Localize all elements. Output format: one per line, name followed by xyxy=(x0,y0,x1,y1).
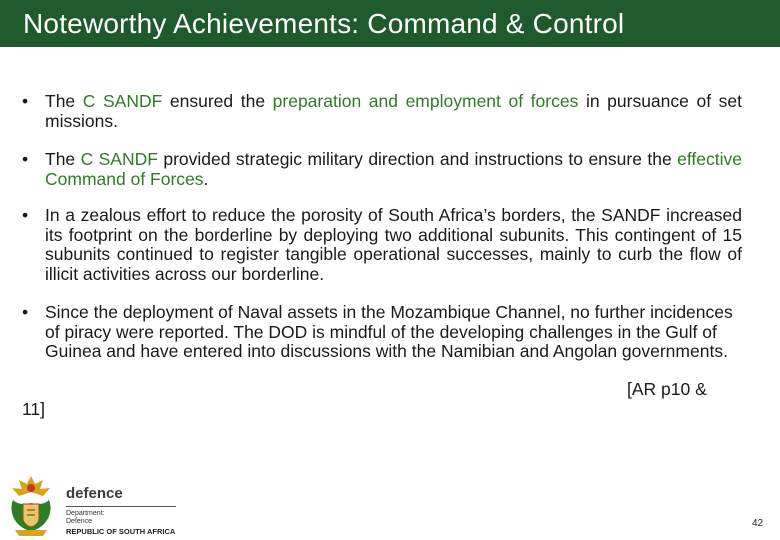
logo-wordmark: defence xyxy=(66,485,123,502)
highlight-text: effective Command of Forces xyxy=(45,149,742,189)
logo-republic: REPUBLIC OF SOUTH AFRICA xyxy=(66,527,176,536)
text-run: ensured the xyxy=(162,91,273,111)
text-run: in pursuance of set missions. xyxy=(45,91,743,131)
highlight-text: C SANDF xyxy=(82,91,163,111)
coat-of-arms-icon xyxy=(5,474,57,538)
logo-defence: Defence xyxy=(66,518,93,525)
bullet-2 xyxy=(22,150,742,189)
bullet-symbol: • xyxy=(22,205,29,225)
text-run: The xyxy=(45,149,81,169)
bullet-1 xyxy=(22,92,742,131)
highlight-text: C SANDF xyxy=(80,149,158,169)
text-run: . xyxy=(203,168,209,189)
bullet-symbol: • xyxy=(22,302,29,322)
page-number: 42 xyxy=(752,518,764,529)
reference-part2: 11] xyxy=(22,399,46,419)
logo-divider xyxy=(66,506,176,507)
highlight-text: preparation and employment of forces xyxy=(272,91,579,111)
title-bar xyxy=(0,0,780,47)
bullet-3 xyxy=(22,206,742,284)
bullet-text: In a zealous effort to reduce the porosity of South Africa’s borders, the SANDF increased its footprint on the borderline by deploying two additional subunits. This contingent of 15 subunits continued to register tangible operational successes, mainly to curb the flow of illicit activities across our borderline. xyxy=(45,205,742,284)
bullet-text: Since the deployment of Naval assets in the Mozambique Channel, no further incidences of piracy were reported. The DOD is mindful of the developing challenges in the Gulf of Guinea and have entered into discussions with the Namibian and Angolan governments. xyxy=(45,302,733,361)
bullet-4 xyxy=(22,303,742,362)
text-run: The xyxy=(45,91,83,111)
slide-title: Noteworthy Achievements: Command & Control xyxy=(23,8,625,39)
bullet-text xyxy=(45,92,742,131)
logo-department: Department: xyxy=(66,510,105,517)
text-run: provided strategic military direction and instructions to ensure the xyxy=(157,149,678,169)
defence-logo xyxy=(5,472,180,538)
reference-part1: [AR p10 & xyxy=(627,379,707,399)
bullet-symbol: • xyxy=(22,91,29,111)
bullet-text xyxy=(45,150,742,189)
bullet-symbol: • xyxy=(22,149,29,169)
